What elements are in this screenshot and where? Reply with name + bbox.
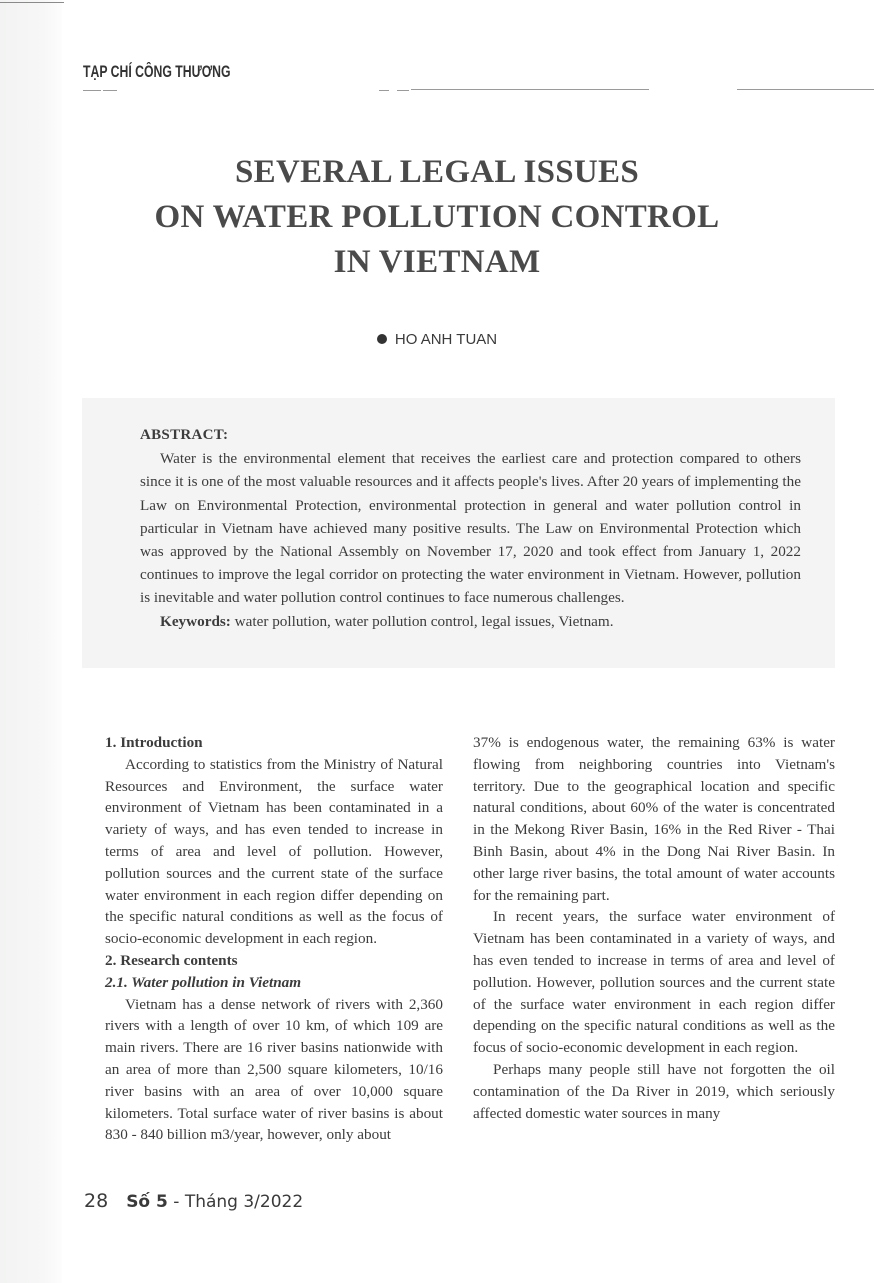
page-number: 28 [84,1190,109,1212]
paragraph: 37% is endogenous water, the remaining 63% is water flowing from neighboring countries into Vietnam's territory. Due to the geographical location and specific natural conditions, about 60% of the water is concentrated in the Mekong River Basin, 16% in the Red River - Thai Binh Basin, about 4% in the Dong Nai River Basin. In other large river basins, the total amount of water accounts for the remaining part. [473,734,835,904]
bullet-icon [377,334,387,344]
keywords-list: water pollution, water pollution control, legal issues, Vietnam. [230,612,614,630]
issue-number: Số 5 [126,1192,168,1212]
paragraph: According to statistics from the Ministry of Natural Resources and Environment, the surface water environment of Vietnam has been contaminated in a variety of ways, and has even tended to increase in terms of area and level of pollution. However, pollution sources and the current state of the surface water environment in each region differ depending on the specific natural conditions as well as the focus of socio-economic development in each region. [105,755,443,948]
header-rule [83,90,101,91]
header-rule [103,90,117,91]
page-footer [84,1190,303,1212]
title-line: ON WATER POLLUTION CONTROL [154,199,720,235]
footer-separator: - [167,1192,185,1212]
issue-date: Tháng 3/2022 [184,1192,304,1212]
article-title [0,150,874,285]
binding-rule [0,2,64,3]
keywords [140,610,801,633]
header-rule [397,90,409,91]
paragraph: Vietnam has a dense network of rivers with 2,360 rivers with a length of over 10 km, of which 109 are main rivers. There are 16 river basins nationwide with an area of more than 2,500 square kilometers, 10/16 river basins with an area of over 10,000 square kilometers. Total surface water of river basins is about 830 - 840 billion m3/year, however, only about [105,995,443,1144]
right-column [473,732,835,1124]
abstract-box [82,398,835,668]
journal-name: TẠP CHÍ CÔNG THƯƠNG [83,62,231,81]
paragraph: Perhaps many people still have not forgotten the oil contamination of the Da River in 2019, which seriously affected domestic water sources in many [473,1060,835,1122]
abstract-content [140,424,801,633]
author-byline [0,331,874,348]
author-name: HO ANH TUAN [394,331,498,348]
header-rule [379,90,389,91]
title-line: IN VIETNAM [333,244,541,280]
header-rule [737,89,874,90]
abstract-body: Water is the environmental element that receives the earliest care and protection compared to others since it is one of the most valuable resources and it affects people's lives. After 20 years of implementing the Law on Environmental Protection, environmental protection in general and water pollution control in particular in Vietnam have achieved many positive results. The Law on Environmental Protection which was approved by the National Assembly on November 17, 2020 and took effect from January 1, 2022 continues to improve the legal corridor on protecting the water environment in Vietnam. However, pollution is inevitable and water pollution control continues to face numerous challenges. [140,450,801,607]
abstract-heading: ABSTRACT: [140,427,229,443]
title-line: SEVERAL LEGAL ISSUES [234,154,639,190]
left-column [105,732,443,1146]
keywords-label: Keywords: [160,612,231,630]
subsection-heading: 2.1. Water pollution in Vietnam [105,973,302,991]
header-rule [411,89,649,90]
section-heading: 1. Introduction [105,734,203,751]
paragraph: In recent years, the surface water environment of Vietnam has been contaminated in a variety of ways, and has even tended to increase in terms of area and level of pollution. However, pollution sources and the current state of the surface water environment in each region differ depending on the specific natural conditions as well as the focus of socio-economic development in each region. [473,908,835,1057]
section-heading: 2. Research contents [105,951,238,969]
